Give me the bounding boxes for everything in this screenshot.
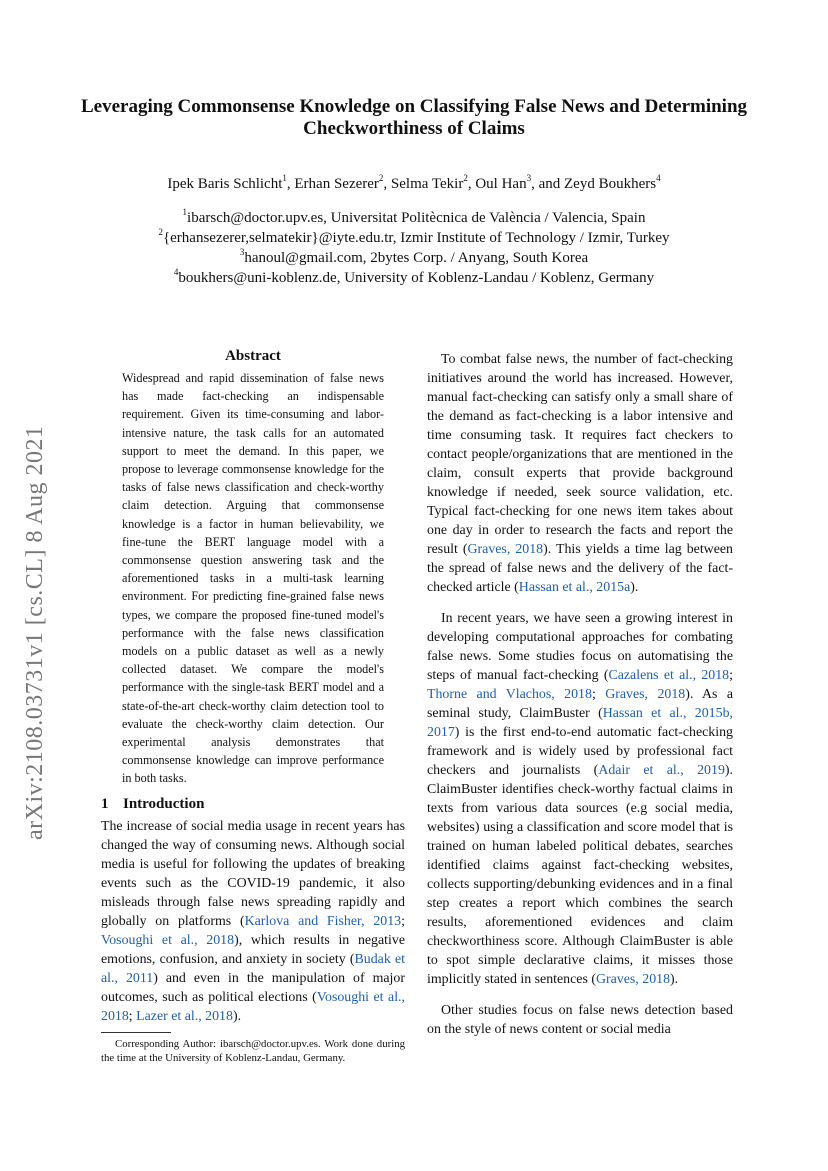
citation-link[interactable]: Cazalens et al., 2018 [608,668,730,683]
author-affiliation-mark: 3 [526,173,532,183]
paragraph-text: ; [128,1008,137,1024]
right-column [427,350,733,1039]
author-separator: , [467,176,476,192]
author-name: Erhan Sezerer [294,176,379,192]
author-name: Selma Tekir [390,176,464,192]
paragraph-text: To combat false news, the number of fact-checking initiatives around the world has increased. However, manual fact-checking can satisfy only a small share of the demand as fact-checking is a labor intensive and time consuming task. It requires fact checkers to contact people/organizations that are mentioned in the claim, consult experts that provide background knowledge if needed, seek source validation, etc. Typical fact-checking for one news item takes about one day in order to research the facts and report the result ( [427,352,733,557]
author-name: Zeyd Boukhers [564,176,657,192]
affiliation-text: boukhers@uni-koblenz.de, University of Koblenz-Landau / Koblenz, Germany [178,270,655,286]
right-paragraph-3 [427,1001,733,1039]
paragraph-text: In recent years, we have seen a growing interest in developing computational approaches for combating false news. Some studies focus on automatising the steps of manual fact-checking ( [427,611,733,683]
paragraph-text: ). [630,580,639,595]
footnote-rule [101,1032,171,1033]
paragraph-text: ), which results in negative emotions, confusion, and anxiety in society ( [101,932,405,967]
right-paragraph-1 [427,350,733,597]
affiliation-mark: 3 [239,247,245,257]
footnote: Corresponding Author: ibarsch@doctor.upv.es. Work done during the time at the University of Koblenz-Landau, Germany. [101,1037,405,1064]
arxiv-identifier: arXiv:2108.03731v1 [cs.CL] 8 Aug 2021 [22,425,48,840]
section-number: 1 [101,795,109,812]
intro-paragraph-1 [101,817,405,1026]
author-separator: , and [531,176,565,192]
paragraph-text: ). As a seminal study, ClaimBuster ( [427,687,733,721]
author-name: Oul Han [475,176,527,192]
affiliation-line [60,228,768,248]
affiliation-line [60,268,768,288]
paragraph-text: ). [670,972,679,987]
citation-link[interactable]: Lazer et al., 2018 [136,1008,233,1024]
affiliation-text: ibarsch@doctor.upv.es, Universitat Politècnica de València / Valencia, Spain [187,210,646,226]
citation-link[interactable]: Vosoughi et al., 2018 [101,932,235,948]
abstract-heading: Abstract [225,348,281,364]
citation-link[interactable]: Graves, 2018 [467,542,544,557]
author-affiliation-mark: 4 [656,173,661,183]
paragraph-text: ). ClaimBuster identifies check-worthy factual claims in texts from various data sources (e.g social media, websites) using a classification and score model that is trained on human labeled political debates, searches identified claims against fact-checking websites, collects supporting/debunking evidences and in a final step creates a report which combines the search results, aforementioned evidences and claim checkworthiness score. Although ClaimBuster is able to spot simple declarative claims, it misses those implicitly stated in sentences ( [427,763,733,987]
author-separator: , [286,176,295,192]
author-list [60,175,768,193]
paragraph-text: Other studies focus on false news detection based on the style of news content or social media [427,1003,733,1037]
author-affiliation-mark: 2 [378,173,384,183]
citation-link[interactable]: Thorne and Vlachos, 2018 [427,687,592,702]
citation-link[interactable]: Vosoughi et al., 2018 [101,989,405,1024]
citation-link[interactable]: Hassan et al., 2015b, 2017 [427,706,733,740]
right-paragraph-2 [427,609,733,989]
author-name: Ipek Baris Schlicht [167,176,283,192]
author-affiliation-mark: 1 [282,173,287,183]
citation-link[interactable]: Graves, 2018 [595,972,671,987]
paragraph-text: ; [729,668,733,683]
paragraph-text: ) is the first end-to-end automatic fact-checking framework and is widely used by professional fact checkers and journalists ( [427,725,733,778]
affiliations [60,208,768,288]
author-affiliation-mark: 2 [463,173,468,183]
paragraph-text: The increase of social media usage in recent years has changed the way of consuming news. Although social media is useful for following the updates of breaking events such as the COVID-19 pandemic, it also misleads through false news spreading rapidly and globally on platforms ( [101,818,405,929]
paper-title: Leveraging Commonsense Knowledge on Classifying False News and Determining Checkworthiness of Claims [80,96,748,139]
paragraph-text: ; [401,913,405,929]
citation-link[interactable]: Graves, 2018 [605,687,686,702]
citation-link[interactable]: Adair et al., 2019 [598,763,725,778]
affiliation-line [60,248,768,268]
affiliation-text: {erhansezerer,selmatekir}@iyte.edu.tr, Izmir Institute of Technology / Izmir, Turkey [162,230,670,246]
paragraph-text: ; [591,687,606,702]
abstract-text: Widespread and rapid dissemination of false news has made fact-checking an indispensable requirement. Given its time-consuming and labor-intensive nature, the task calls for an automated support to meet the demand. In this paper, we propose to leverage commonsense knowledge for the tasks of false news classification and check-worthy claim detection. Arguing that commonsense knowledge is a factor in human believability, we fine-tune the BERT language model with a commonsense question answering task and the aforementioned tasks in a multi-task learning environment. For predicting fine-grained false news types, we compare the proposed fine-tuned model's performance with the false news classification models on a public dataset as well as a newly collected dataset. We compare the model's performance with the single-task BERT model and a state-of-the-art check-worthy claim detection tool to evaluate the check-worthy claim detection. Our experimental analysis demonstrates that commonsense knowledge can improve performance in both tasks. [122,371,384,786]
section-heading-introduction [101,796,405,813]
author-separator: , [383,176,391,192]
paragraph-text: ). This yields a time lag between the spread of false news and the delivery of the fact-checked article ( [427,542,733,595]
citation-link[interactable]: Karlova and Fisher, 2013 [244,913,402,929]
citation-link[interactable]: Hassan et al., 2015a [518,580,631,595]
affiliation-mark: 4 [173,267,179,277]
affiliation-mark: 2 [158,227,163,237]
citation-link[interactable]: Budak et al., 2011 [101,951,405,986]
paragraph-text: ) and even in the manipulation of major outcomes, such as political elections ( [101,970,405,1005]
affiliation-line [60,208,768,228]
section-title: Introduction [123,795,205,812]
affiliation-mark: 1 [182,207,188,217]
paragraph-text: ). [232,1008,242,1024]
left-column [101,348,405,1065]
affiliation-text: hanoul@gmail.com, 2bytes Corp. / Anyang, South Korea [244,250,589,266]
